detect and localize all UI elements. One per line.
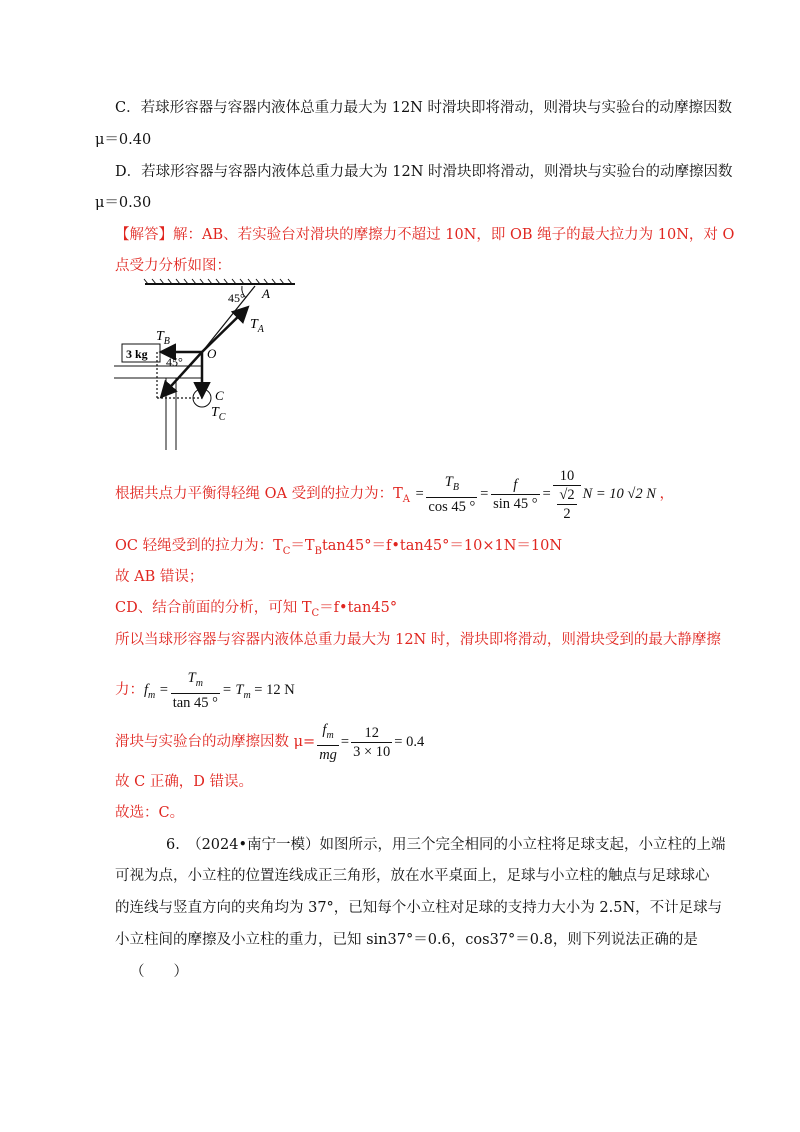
mu-equation-line: 滑块与实验台的动摩擦因数 μ= $\frac{f_m}{mg}$ = $\frac{12}{3 \times 10}$ = 0.4	[115, 722, 425, 764]
label-ta: $T_A$	[250, 317, 264, 335]
option-d-label: D．	[115, 164, 142, 180]
option-c-text: 若球形容器与容器内液体总重力最大为 12N 时滑块即将滑动，则滑块与实验台的动摩擦因数	[140, 100, 732, 116]
eq-oc-line: OC 轻绳受到的拉力为：$T_C=T_B\tan 45^\circ=f•\tan 45^\circ=10\times 1N=10N$	[115, 538, 563, 557]
c-correct: 故 C 正确，D 错误。	[115, 774, 254, 790]
mu-frac-1: $\frac{f_m}{mg}$	[319, 722, 337, 764]
eq-oa-line: 根据共点力平衡得轻绳 OA 受到的拉力为：$T_A$ = $\frac{T_B}{\cos 45 ^\circ}$ = $\frac{f}{\sin 45 ^\circ}$ = $\frac{10}{\frac{√2}{2}}$ N = 10 √2 N ，	[115, 467, 675, 522]
q6-line-2: 可视为点，小立柱的位置连线成正三角形，放在水平桌面上，足球与小立柱的触点与足球球心	[115, 868, 710, 884]
ab-wrong: 故 AB 错误；	[115, 569, 204, 585]
final-choice: 故选：C。	[115, 805, 185, 821]
label-o: O	[207, 346, 217, 361]
label-45-top: 45°	[228, 291, 245, 305]
q6-line-3: 的连线与竖直方向的夹角均为 37°，已知每个小立柱对足球的支持力大小为 2.5N，不计足球与	[115, 900, 723, 916]
eq-oa-ta: $T_A$	[393, 486, 410, 505]
q6-line-1: 6. （2024•南宁一模）如图所示，用三个完全相同的小立柱将足球支起，小立柱的上端	[166, 837, 726, 853]
force-label: 力：	[115, 682, 144, 698]
ceiling	[144, 279, 295, 284]
eq-oa-frac-1: $\frac{T_B}{\cos 45 ^\circ}$	[428, 474, 476, 516]
option-c-value: μ＝0.40	[95, 132, 152, 148]
answer-tag: 【解答】	[115, 227, 173, 243]
answer-intro-line-1	[115, 225, 734, 245]
answer-intro-line-2: 点受力分析如图：	[115, 258, 231, 274]
fm-frac: $\frac{T_m}{\tan 45 ^\circ}$	[172, 670, 218, 712]
label-tc: $T_C$	[211, 405, 226, 423]
label-c: C	[215, 388, 224, 403]
eq-oa-text: 根据共点力平衡得轻绳 OA 受到的拉力为：	[115, 486, 394, 502]
max-friction-line: 所以当球形容器与容器内液体总重力最大为 12N 时，滑块即将滑动，则滑块受到的最大静摩擦	[115, 632, 721, 648]
force-diagram	[110, 278, 310, 456]
mu-text: 滑块与实验台的动摩擦因数 μ=	[115, 734, 316, 750]
cd-line: CD、结合前面的分析，可知 $T_C=f•\tan 45^\circ$	[115, 600, 398, 619]
option-d-text: 若球形容器与容器内液体总重力最大为 12N 时滑块即将滑动，则滑块与实验台的动摩擦因数	[141, 164, 733, 180]
label-block: 3 kg	[126, 347, 148, 361]
eq-oa-comma: ，	[659, 486, 675, 502]
eq-oa-frac-2: $\frac{f}{\sin 45 ^\circ}$	[493, 477, 538, 513]
label-tb: $T_B$	[156, 329, 170, 347]
label-45-left: 45°	[166, 355, 183, 369]
mu-frac-2: $\frac{12}{3 \times 10}$	[353, 725, 391, 761]
eq-oa-result: N = 10 √2 N	[582, 486, 656, 502]
fm-equation-line: 力：$f_m$ = $\frac{T_m}{\tan 45 ^\circ}$ = $T_m = 12$ N	[115, 670, 295, 712]
eq-oc-text: OC 轻绳受到的拉力为：	[115, 538, 274, 554]
answer-intro-1: 解：AB、若实验台对滑块的摩擦力不超过 10N，即 OB 绳子的最大拉力为 10N，对 O	[173, 227, 735, 243]
q6-line-4: 小立柱间的摩擦及小立柱的重力，已知 sin37°＝0.6，cos37°＝0.8，则下列说法正确的是	[115, 932, 698, 948]
eq-oa-frac-3: $\frac{10}{\frac{√2}{2}}$	[553, 467, 580, 523]
option-d-line	[115, 162, 733, 182]
option-c-label: C．	[115, 100, 141, 116]
q6-line-5: （ ）	[130, 964, 188, 980]
label-a: A	[262, 286, 270, 301]
option-d-value: μ＝0.30	[95, 195, 152, 211]
option-c-line	[115, 98, 732, 118]
